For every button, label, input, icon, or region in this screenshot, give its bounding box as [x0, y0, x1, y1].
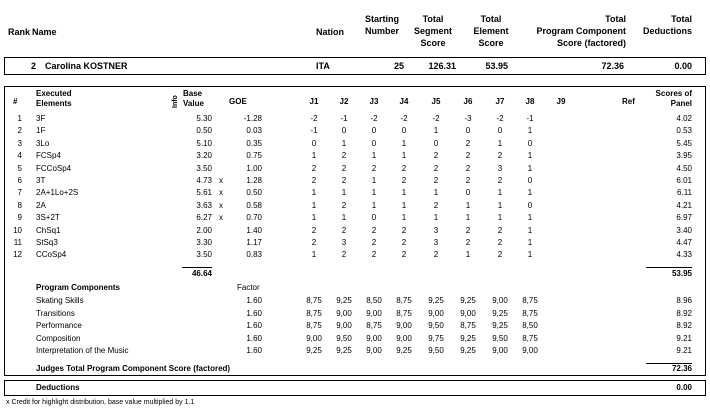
nation-header: Nation	[316, 27, 344, 37]
element-judge-score: 0	[341, 126, 347, 136]
starting-header-1: Starting	[364, 14, 399, 24]
element-judge-score: 1	[465, 250, 471, 260]
element-goe: 0.50	[246, 188, 262, 198]
element-judge-score: 1	[311, 188, 317, 198]
ded-header-2: Deductions	[642, 26, 692, 36]
element-judge-score: 2	[341, 151, 347, 161]
element-base-value: 5.30	[196, 114, 212, 123]
element-panel-score: 6.97	[676, 213, 692, 223]
element-judge-score: 1	[497, 138, 503, 148]
skater-rank: 2	[30, 61, 36, 71]
element-judge-score: 2	[371, 238, 377, 247]
element-judge-score: 1	[341, 213, 347, 223]
component-name: Composition	[36, 333, 81, 343]
element-judge-score: 2	[401, 238, 407, 247]
element-panel-score: 5.45	[676, 138, 692, 148]
element-judge-score: -2	[370, 114, 378, 123]
element-judge-score: 2	[401, 163, 407, 173]
element-judge-score: 1	[311, 250, 317, 260]
base-header-1: Base	[183, 89, 203, 98]
element-base-value: 4.73	[196, 176, 212, 185]
element-judge-score: 2	[465, 176, 471, 185]
component-name: Transitions	[36, 308, 75, 318]
element-judge-score: 3	[433, 238, 439, 247]
deductions-box	[4, 380, 706, 396]
component-judge-score: 9,25	[336, 296, 352, 305]
element-number: 1	[17, 114, 22, 123]
element-goe: 0.70	[246, 213, 262, 223]
element-row	[0, 225, 710, 237]
component-judge-score: 9,75	[428, 333, 444, 343]
element-name: StSq3	[36, 238, 58, 247]
component-judge-score: 8,50	[522, 321, 538, 331]
element-info-flag: x	[219, 176, 223, 185]
component-judge-score: 8,75	[366, 321, 382, 331]
element-row	[0, 249, 710, 261]
element-panel-score: 4.21	[676, 200, 692, 210]
component-judge-score: 9,50	[336, 333, 352, 343]
element-judge-score: 2	[341, 250, 347, 260]
element-judge-score: 0	[527, 200, 533, 210]
skater-deductions: 0.00	[674, 61, 692, 71]
component-judge-score: 9,25	[396, 346, 412, 356]
element-base-value: 5.61	[196, 188, 212, 198]
element-row	[0, 113, 710, 125]
element-base-value: 0.50	[196, 126, 212, 136]
element-judge-score: 0	[465, 188, 471, 198]
element-row	[0, 212, 710, 224]
tes-header-3: Score	[478, 38, 504, 48]
element-goe: 0.75	[246, 151, 262, 161]
component-row	[0, 320, 710, 332]
component-factor: 1.60	[246, 308, 262, 318]
judge-header-4: J4	[399, 97, 409, 106]
element-judge-score: -3	[464, 114, 472, 123]
element-judge-score: 1	[433, 126, 439, 136]
component-judge-score: 9,00	[428, 308, 444, 318]
component-judge-score: 9,25	[460, 333, 476, 343]
element-judge-score: -2	[310, 114, 318, 123]
element-base-value: 5.10	[196, 138, 212, 148]
element-judge-score: 2	[465, 163, 471, 173]
element-name: 3S+2T	[36, 213, 60, 223]
element-judge-score: 1	[401, 151, 407, 161]
element-goe: 0.35	[246, 138, 262, 148]
element-goe: -1.28	[243, 114, 262, 123]
element-name: FCCoSp4	[36, 163, 72, 173]
panel-header-1: Scores of	[655, 89, 692, 98]
element-number: 4	[17, 151, 22, 161]
element-judge-score: 1	[527, 151, 533, 161]
judge-header-8: J8	[525, 97, 535, 106]
element-judge-score: 2	[497, 176, 503, 185]
element-info-flag: x	[219, 200, 223, 210]
element-judge-score: 2	[311, 238, 317, 247]
pc-total-label: Judges Total Program Component Score (factored)	[36, 364, 231, 373]
component-panel-score: 8.96	[676, 296, 692, 305]
element-judge-score: 1	[371, 151, 377, 161]
skater-tes: 53.95	[485, 61, 508, 71]
base-value-total: 46.64	[191, 269, 212, 278]
element-name: CCoSp4	[36, 250, 67, 260]
element-number: 8	[17, 200, 22, 210]
element-goe: 0.58	[246, 200, 262, 210]
element-judge-score: 0	[371, 126, 377, 136]
deductions-label: Deductions	[36, 383, 80, 392]
element-judge-score: -2	[400, 114, 408, 123]
component-row	[0, 345, 710, 357]
goe-header: GOE	[229, 97, 247, 106]
element-judge-score: 2	[465, 138, 471, 148]
component-judge-score: 8,75	[396, 308, 412, 318]
element-row	[0, 187, 710, 199]
element-panel-score: 4.02	[676, 114, 692, 123]
component-judge-score: 9,25	[336, 346, 352, 356]
element-judge-score: 1	[311, 151, 317, 161]
starting-header-2: Number	[364, 26, 399, 36]
element-judge-score: 2	[311, 176, 317, 185]
elements-panel-total: 53.95	[671, 269, 692, 278]
element-base-value: 3.20	[196, 151, 212, 161]
element-base-value: 3.50	[196, 250, 212, 260]
skater-name: Carolina KOSTNER	[45, 61, 128, 71]
element-name: 1F	[36, 126, 46, 136]
element-judge-score: 1	[371, 188, 377, 198]
element-judge-score: 2	[401, 225, 407, 235]
element-judge-score: 2	[341, 225, 347, 235]
element-judge-score: 1	[341, 188, 347, 198]
element-number: 3	[17, 138, 22, 148]
element-judge-score: -2	[496, 114, 504, 123]
element-goe: 1.00	[246, 163, 262, 173]
element-judge-score: 0	[371, 213, 377, 223]
component-judge-score: 9,00	[366, 308, 382, 318]
skater-nation: ITA	[316, 61, 330, 71]
element-judge-score: 2	[465, 238, 471, 247]
tss-header-1: Total	[422, 14, 444, 24]
element-goe: 1.40	[246, 225, 262, 235]
element-judge-score: 2	[465, 151, 471, 161]
element-judge-score: 2	[341, 176, 347, 185]
executed-header-2: Elements	[36, 99, 72, 108]
component-name: Interpretation of the Music	[36, 346, 129, 356]
num-header: #	[13, 97, 18, 106]
component-judge-score: 9,00	[492, 346, 508, 356]
component-factor: 1.60	[246, 346, 262, 356]
element-judge-score: 1	[433, 188, 439, 198]
component-name: Performance	[36, 321, 82, 331]
component-judge-score: 9,50	[492, 333, 508, 343]
element-number: 11	[13, 238, 22, 247]
element-judge-score: 0	[497, 126, 503, 136]
pcs-header-1: Total	[605, 14, 626, 24]
element-base-value: 3.30	[196, 238, 212, 247]
component-judge-score: 8,50	[366, 296, 382, 305]
component-judge-score: 9,00	[396, 321, 412, 331]
footnote: x Credit for highlight distribution, base value multiplied by 1.1	[6, 399, 195, 406]
element-judge-score: 2	[497, 238, 503, 247]
component-judge-score: 9,25	[428, 296, 444, 305]
element-judge-score: 2	[401, 176, 407, 185]
element-panel-score: 6.01	[676, 176, 692, 185]
element-row	[0, 163, 710, 175]
name-header: Name	[32, 27, 57, 37]
element-judge-score: 0	[371, 138, 377, 148]
component-judge-score: 9,00	[366, 346, 382, 356]
element-judge-score: 2	[433, 163, 439, 173]
element-judge-score: 1	[527, 163, 533, 173]
element-judge-score: 2	[433, 250, 439, 260]
element-judge-score: 2	[401, 250, 407, 260]
element-judge-score: 3	[433, 225, 439, 235]
element-panel-score: 4.47	[676, 238, 692, 247]
element-judge-score: 1	[371, 176, 377, 185]
element-judge-score: -1	[526, 114, 534, 123]
component-name: Skating Skills	[36, 296, 84, 305]
element-judge-score: 2	[371, 225, 377, 235]
factor-header: Factor	[237, 283, 260, 292]
tss-header-2: Segment	[413, 26, 452, 36]
component-judge-score: 8,75	[306, 308, 322, 318]
element-judge-score: 2	[433, 176, 439, 185]
tes-header-2: Element	[473, 26, 509, 36]
component-judge-score: 9,00	[460, 308, 476, 318]
judge-header-5: J5	[431, 97, 441, 106]
judge-header-6: J6	[463, 97, 473, 106]
element-info-flag: x	[219, 188, 223, 198]
tss-header-3: Score	[420, 38, 446, 48]
component-panel-score: 9.21	[676, 333, 692, 343]
component-judge-score: 8,75	[522, 296, 538, 305]
element-judge-score: 0	[401, 126, 407, 136]
element-judge-score: 1	[527, 188, 533, 198]
element-judge-score: 1	[497, 213, 503, 223]
element-judge-score: 2	[311, 163, 317, 173]
element-panel-score: 3.95	[676, 151, 692, 161]
element-number: 7	[17, 188, 22, 198]
element-number: 5	[17, 163, 22, 173]
element-info-flag: x	[219, 213, 223, 223]
element-goe: 0.03	[246, 126, 262, 136]
element-judge-score: 3	[341, 238, 347, 247]
element-judge-score: 1	[341, 138, 347, 148]
component-judge-score: 9,00	[336, 321, 352, 331]
panel-header-2: Panel	[670, 99, 692, 108]
element-panel-score: 0.53	[676, 126, 692, 136]
element-name: 2A+1Lo+2S	[36, 188, 79, 198]
executed-header-1: Executed	[36, 89, 72, 98]
element-base-value: 3.50	[196, 163, 212, 173]
component-judge-score: 8,75	[460, 321, 476, 331]
element-goe: 1.28	[246, 176, 262, 185]
component-row	[0, 333, 710, 345]
element-name: 3F	[36, 114, 46, 123]
ref-header: Ref	[622, 97, 635, 106]
element-row	[0, 138, 710, 150]
element-judge-score: 0	[527, 176, 533, 185]
element-judge-score: 3	[497, 163, 503, 173]
component-judge-score: 8,75	[522, 308, 538, 318]
element-name: FCSp4	[36, 151, 61, 161]
component-panel-score: 8.92	[676, 321, 692, 331]
element-name: 3Lo	[36, 138, 50, 148]
component-factor: 1.60	[246, 333, 262, 343]
element-judge-score: 2	[371, 250, 377, 260]
skater-pcs: 72.36	[601, 61, 624, 71]
element-judge-score: 1	[371, 200, 377, 210]
judge-header-2: J2	[339, 97, 349, 106]
element-judge-score: 2	[371, 163, 377, 173]
component-judge-score: 9,00	[522, 346, 538, 356]
component-judge-score: 9,00	[306, 333, 322, 343]
element-base-value: 6.27	[196, 213, 212, 223]
element-judge-score: 0	[311, 138, 317, 148]
element-judge-score: 1	[527, 250, 533, 260]
component-judge-score: 9,25	[460, 346, 476, 356]
element-judge-score: -2	[432, 114, 440, 123]
element-name: 2A	[36, 200, 46, 210]
element-judge-score: 2	[497, 225, 503, 235]
element-name: ChSq1	[36, 225, 61, 235]
ded-header-1: Total	[671, 14, 692, 24]
element-judge-score: 2	[433, 151, 439, 161]
component-factor: 1.60	[246, 321, 262, 331]
component-judge-score: 9,00	[366, 333, 382, 343]
pcs-header-3: Score (factored)	[556, 38, 626, 48]
component-judge-score: 9,50	[428, 321, 444, 331]
element-number: 9	[17, 213, 22, 223]
element-judge-score: 1	[527, 126, 533, 136]
skater-starting-number: 25	[393, 61, 404, 71]
element-judge-score: 2	[465, 225, 471, 235]
element-base-value: 3.63	[196, 200, 212, 210]
tes-header-1: Total	[480, 14, 502, 24]
element-judge-score: 1	[401, 138, 407, 148]
element-judge-score: 0	[433, 138, 439, 148]
element-judge-score: 0	[527, 138, 533, 148]
element-number: 12	[13, 250, 22, 260]
component-judge-score: 9,00	[336, 308, 352, 318]
element-judge-score: 1	[401, 213, 407, 223]
element-judge-score: 2	[497, 151, 503, 161]
element-judge-score: 2	[497, 250, 503, 260]
component-row	[0, 295, 710, 307]
component-panel-score: 8.92	[676, 308, 692, 318]
info-header: Info	[172, 95, 179, 108]
skater-tss: 126.31	[428, 61, 456, 71]
element-panel-score: 3.40	[676, 225, 692, 235]
pc-total-value: 72.36	[671, 364, 692, 373]
deductions-value: 0.00	[676, 383, 692, 392]
element-judge-score: 1	[527, 238, 533, 247]
pcs-header-2: Program Component	[536, 26, 626, 36]
element-judge-score: 1	[433, 213, 439, 223]
component-judge-score: 9,00	[396, 333, 412, 343]
component-panel-score: 9.21	[676, 346, 692, 356]
component-row	[0, 308, 710, 320]
element-judge-score: 2	[341, 163, 347, 173]
element-judge-score: 1	[465, 213, 471, 223]
judge-header-1: J1	[309, 97, 319, 106]
element-judge-score: 1	[497, 188, 503, 198]
element-base-value: 2.00	[196, 225, 212, 235]
element-judge-score: 0	[465, 126, 471, 136]
element-panel-score: 4.33	[676, 250, 692, 260]
element-goe: 1.17	[246, 238, 262, 247]
component-judge-score: 8,75	[306, 321, 322, 331]
element-judge-score: 1	[311, 200, 317, 210]
element-panel-score: 6.11	[677, 188, 692, 198]
element-number: 10	[13, 225, 22, 235]
rank-header: Rank	[8, 27, 31, 37]
judge-header-7: J7	[495, 97, 505, 106]
element-row	[0, 237, 710, 249]
element-judge-score: -1	[340, 114, 348, 123]
component-judge-score: 9,25	[492, 321, 508, 331]
judge-header-9: J9	[556, 97, 566, 106]
element-judge-score: 2	[341, 200, 347, 210]
component-judge-score: 8,75	[522, 333, 538, 343]
component-judge-score: 9,00	[492, 296, 508, 305]
element-row	[0, 125, 710, 137]
element-row	[0, 175, 710, 187]
base-header-2: Value	[183, 99, 204, 108]
element-judge-score: 1	[401, 188, 407, 198]
component-judge-score: 9,25	[306, 346, 322, 356]
component-judge-score: 9,25	[460, 296, 476, 305]
element-judge-score: -1	[310, 126, 318, 136]
component-judge-score: 9,50	[428, 346, 444, 356]
judge-header-3: J3	[369, 97, 379, 106]
element-panel-score: 4.50	[676, 163, 692, 173]
element-number: 6	[17, 176, 22, 185]
element-judge-score: 1	[527, 225, 533, 235]
component-judge-score: 8,75	[396, 296, 412, 305]
element-row	[0, 200, 710, 212]
element-number: 2	[17, 126, 22, 136]
pc-title: Program Components	[36, 283, 121, 292]
element-judge-score: 1	[311, 213, 317, 223]
element-name: 3T	[36, 176, 46, 185]
element-judge-score: 2	[433, 200, 439, 210]
component-judge-score: 9,25	[492, 308, 508, 318]
element-judge-score: 1	[401, 200, 407, 210]
element-goe: 0.83	[246, 250, 262, 260]
element-row	[0, 150, 710, 162]
element-judge-score: 2	[311, 225, 317, 235]
element-judge-score: 1	[465, 200, 471, 210]
component-factor: 1.60	[246, 296, 262, 305]
element-judge-score: 1	[527, 213, 533, 223]
component-judge-score: 8,75	[306, 296, 322, 305]
element-judge-score: 1	[497, 200, 503, 210]
